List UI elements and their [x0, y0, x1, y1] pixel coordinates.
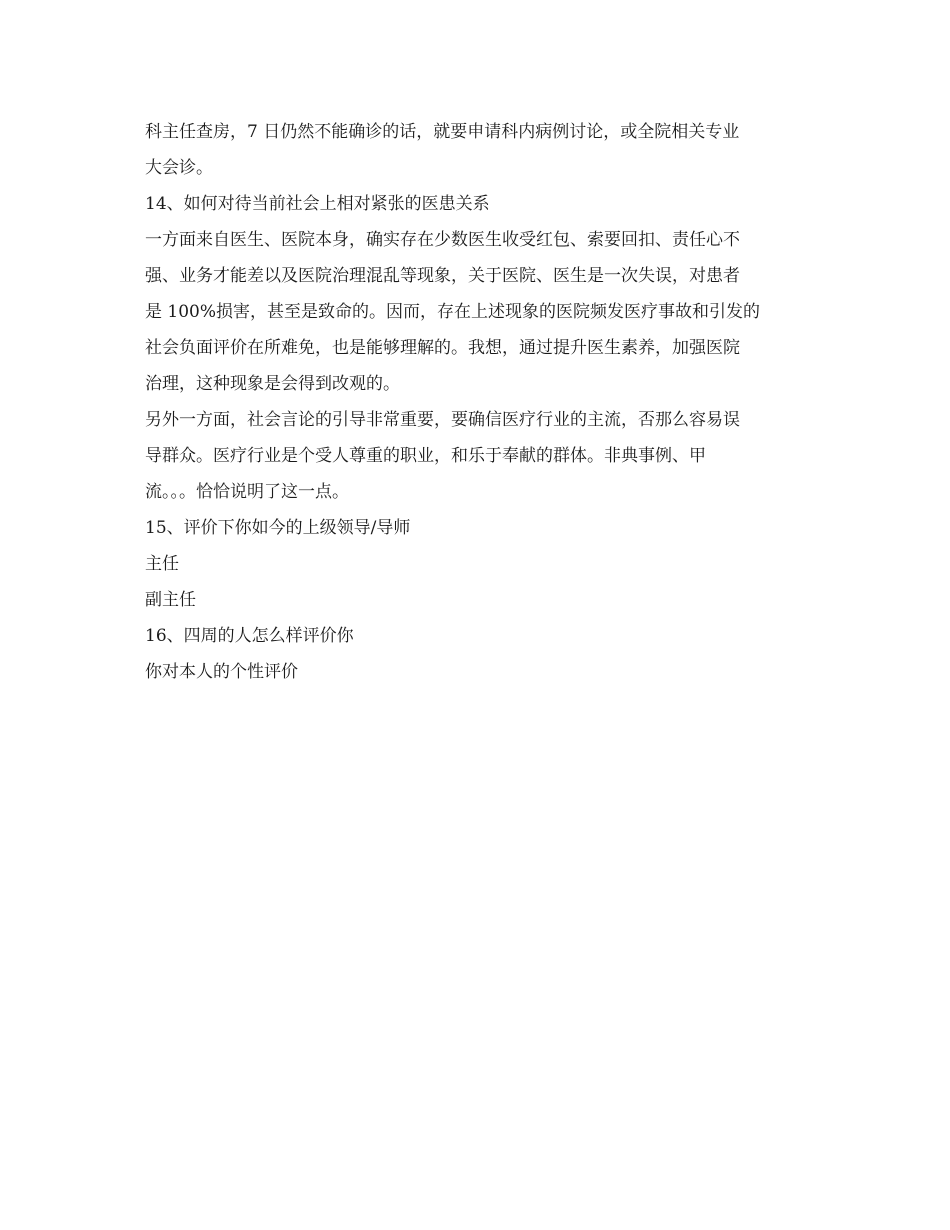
text-line: 大会诊。	[145, 158, 213, 178]
text-line: 你对本人的个性评价	[145, 662, 298, 682]
text-line: 科主任查房，7 日仍然不能确诊的话，就要申请科内病例讨论，或全院相关专业	[145, 122, 740, 142]
text-line: 另外一方面，社会言论的引导非常重要，要确信医疗行业的主流，否那么容易误	[145, 410, 740, 430]
text-line: 是 100%损害，甚至是致命的。因而，存在上述现象的医院频发医疗事故和引发的	[145, 302, 761, 322]
document-body	[145, 114, 805, 690]
question-heading: 14、如何对待当前社会上相对紧张的医患关系	[145, 194, 490, 214]
text-line: 社会负面评价在所难免，也是能够理解的。我想，通过提升医生素养，加强医院	[145, 338, 740, 358]
question-heading: 16、四周的人怎么样评价你	[145, 626, 354, 646]
text-line: 一方面来自医生、医院本身，确实存在少数医生收受红包、索要回扣、责任心不	[145, 230, 740, 250]
text-line: 流。。。恰恰说明了这一点。	[145, 482, 349, 502]
question-heading: 15、评价下你如今的上级领导/导师	[145, 518, 411, 538]
text-line: 治理，这种现象是会得到改观的。	[145, 374, 400, 394]
text-line: 主任	[145, 554, 179, 574]
text-line: 强、业务才能差以及医院治理混乱等现象，关于医院、医生是一次失误，对患者	[145, 266, 740, 286]
text-line: 导群众。医疗行业是个受人尊重的职业，和乐于奉献的群体。非典事例、甲	[145, 446, 706, 466]
text-line: 副主任	[145, 590, 196, 610]
